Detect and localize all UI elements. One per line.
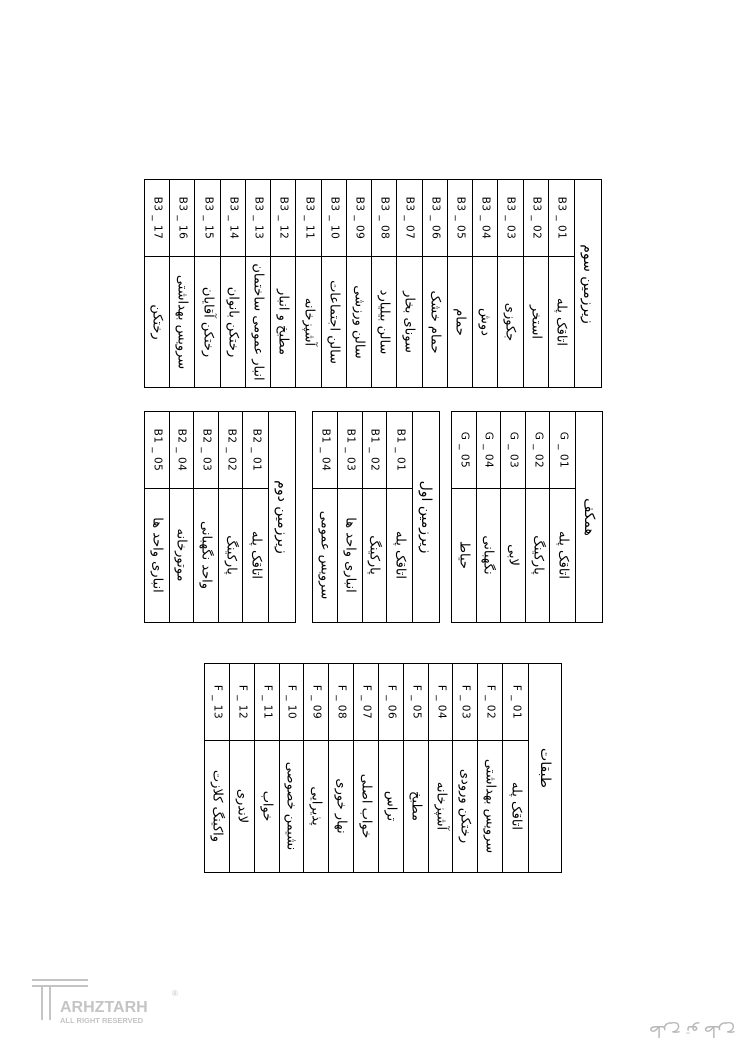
row-name-cell <box>145 256 169 387</box>
row-code-cell <box>271 180 295 256</box>
row-code-cell <box>280 664 304 740</box>
table-title-cell <box>528 664 561 872</box>
table-row <box>503 664 528 872</box>
row-name: خواب اصلی <box>358 773 374 839</box>
row-code-cell <box>195 180 219 256</box>
row-name: انباری واحد ها <box>149 517 165 593</box>
row-code: B3 _ 10 <box>328 196 340 240</box>
table-row <box>195 180 220 387</box>
tarhztarh-logo <box>28 976 178 1028</box>
row-code-cell <box>387 412 412 488</box>
table-basement-3 <box>144 179 602 388</box>
row-code-cell <box>477 412 501 488</box>
row-name-cell <box>379 740 403 872</box>
row-name-cell <box>230 740 254 872</box>
row-name: حیاط <box>456 541 472 569</box>
row-name-cell <box>170 488 194 622</box>
table-row <box>329 664 354 872</box>
row-code: B3 _ 15 <box>201 196 214 240</box>
table-row <box>387 412 412 622</box>
table-row <box>338 412 363 622</box>
row-name-cell <box>296 256 320 387</box>
row-code-cell <box>549 180 574 256</box>
table-row <box>194 412 219 622</box>
row-code: F _ 06 <box>385 684 398 720</box>
table-row <box>498 180 523 387</box>
table-row <box>363 412 388 622</box>
row-name: رختکن <box>149 303 165 340</box>
row-name: لابی <box>505 544 521 566</box>
row-name: واحد نگهبانی <box>198 520 214 590</box>
row-code: B3 _ 02 <box>529 196 542 240</box>
row-code-cell <box>338 412 362 488</box>
row-code-cell <box>423 180 447 256</box>
row-code-cell <box>230 664 254 740</box>
row-code: B3 _ 04 <box>479 196 492 240</box>
svg-text:®: ® <box>172 989 178 998</box>
row-code: B1 _ 05 <box>151 428 164 472</box>
row-name: اتاقک پله <box>392 530 408 580</box>
row-code: G _ 05 <box>458 431 471 469</box>
row-code-cell <box>501 412 525 488</box>
row-name: جکوزی <box>502 302 518 341</box>
row-name-cell <box>524 256 548 387</box>
row-name: رختکن آقایان <box>200 286 216 357</box>
row-code: B3 _ 08 <box>378 196 391 240</box>
row-code-cell <box>304 664 328 740</box>
row-name: سالن اجتماعات <box>326 279 342 364</box>
row-code: B3 _ 14 <box>227 196 240 240</box>
row-code: F _ 09 <box>310 684 323 720</box>
row-name-cell <box>195 256 219 387</box>
row-code-cell <box>404 664 428 740</box>
row-name-cell <box>503 740 528 872</box>
table-row <box>429 664 454 872</box>
row-name-cell <box>501 488 525 622</box>
row-name: سرویس عمومی <box>317 510 333 600</box>
row-name-cell <box>478 740 502 872</box>
table-title: زیرزمین دوم <box>274 480 290 554</box>
table-row <box>477 412 502 622</box>
row-name: آشپزخانه <box>433 781 449 831</box>
row-code-cell <box>503 664 528 740</box>
row-name-cell <box>473 256 497 387</box>
table-ground-floor <box>451 411 603 623</box>
table-row <box>526 412 551 622</box>
watermark: طرح تو طرح <box>649 1022 736 1041</box>
row-name: سرویس بهداشتی <box>482 758 498 854</box>
row-name: آشپزخانه <box>301 297 317 346</box>
row-name: اتاقک پله <box>555 530 571 580</box>
row-code: F _ 01 <box>509 684 522 720</box>
row-code: B3 _ 13 <box>252 196 265 240</box>
row-name-cell <box>448 256 472 387</box>
row-name-cell <box>205 740 229 872</box>
row-name: سالن بیلیارد <box>376 289 392 354</box>
row-name-cell <box>219 488 243 622</box>
row-name: پارکینگ <box>223 535 239 575</box>
row-name-cell <box>429 740 453 872</box>
row-code: B2 _ 02 <box>224 428 237 472</box>
row-name: پارکینگ <box>530 535 546 575</box>
row-code-cell <box>354 664 378 740</box>
row-name-cell <box>304 740 328 872</box>
row-code: B3 _ 11 <box>302 196 315 240</box>
table-row <box>448 180 473 387</box>
row-name: خواب <box>259 790 275 822</box>
table-row <box>501 412 526 622</box>
table-row <box>219 412 244 622</box>
row-code: F _ 10 <box>285 684 298 720</box>
row-name: پذیرایی <box>308 786 324 826</box>
row-code: B1 _ 04 <box>319 428 332 472</box>
row-name-cell <box>322 256 346 387</box>
row-code: F _ 02 <box>484 684 497 720</box>
row-name: نشیمن خصوصی <box>283 761 299 851</box>
row-name: اتاقک پله <box>508 781 524 831</box>
row-code-cell <box>170 180 194 256</box>
row-name-cell <box>354 740 378 872</box>
table-title: طبقات <box>537 748 553 788</box>
row-name-cell <box>452 488 476 622</box>
row-code-cell <box>498 180 522 256</box>
table-row <box>145 412 170 622</box>
row-code-cell <box>219 412 243 488</box>
row-name-cell <box>526 488 550 622</box>
row-code-cell <box>221 180 245 256</box>
row-code: B3 _ 12 <box>277 196 290 240</box>
row-code: B2 _ 04 <box>175 428 188 472</box>
row-code-cell <box>452 412 476 488</box>
row-code: B2 _ 01 <box>249 428 262 472</box>
table-row <box>243 412 268 622</box>
row-name-cell <box>372 256 396 387</box>
row-name-cell <box>363 488 387 622</box>
row-name-cell <box>280 740 304 872</box>
table-row <box>549 180 574 387</box>
row-code-cell <box>329 664 353 740</box>
row-name: حمام خشک <box>427 290 443 353</box>
row-code: F _ 07 <box>360 684 373 720</box>
row-code-cell <box>145 180 169 256</box>
row-name-cell <box>221 256 245 387</box>
table-title-cell <box>268 412 295 622</box>
row-name-cell <box>477 488 501 622</box>
row-name-cell <box>194 488 218 622</box>
row-name-cell <box>404 740 428 872</box>
row-code-cell <box>397 180 421 256</box>
row-name: استخر <box>528 304 544 339</box>
row-code: B3 _ 17 <box>151 196 164 240</box>
row-name-cell <box>329 740 353 872</box>
row-code-cell <box>322 180 346 256</box>
row-code: B2 _ 03 <box>200 428 213 472</box>
row-code-cell <box>363 412 387 488</box>
table-floors <box>204 663 562 873</box>
row-name-cell <box>338 488 362 622</box>
row-code-cell <box>526 412 550 488</box>
table-row <box>452 412 477 622</box>
row-name: اتاقک پله <box>553 297 569 346</box>
row-name-cell <box>550 488 575 622</box>
row-code: B3 _ 07 <box>403 196 416 240</box>
table-title-cell <box>575 412 602 622</box>
row-code: F _ 12 <box>236 684 249 720</box>
row-name: رختکن بانوان <box>225 286 241 357</box>
row-name-cell <box>387 488 412 622</box>
row-code: F _ 13 <box>211 684 224 720</box>
table-row <box>473 180 498 387</box>
row-name: پارکینگ <box>366 535 382 575</box>
table-title-cell <box>574 180 601 387</box>
row-name-cell <box>453 740 477 872</box>
row-name-cell <box>347 256 371 387</box>
table-row <box>280 664 305 872</box>
row-name-cell <box>170 256 194 387</box>
row-code-cell <box>372 180 396 256</box>
row-code: B3 _ 06 <box>428 196 441 240</box>
row-name: انباری واحد ها <box>342 517 358 593</box>
row-code: G _ 02 <box>531 431 544 469</box>
row-code-cell <box>473 180 497 256</box>
row-name: سالن ورزشی <box>351 284 367 359</box>
row-code-cell <box>194 412 218 488</box>
row-code-cell <box>429 664 453 740</box>
row-name: تراس <box>383 790 399 822</box>
table-row <box>397 180 422 387</box>
row-code: G _ 01 <box>556 431 569 469</box>
row-name: موتورخانه <box>173 528 189 582</box>
row-name: دوش <box>477 307 493 336</box>
row-name: مطبخ و انبار <box>275 288 291 355</box>
row-name: نگهبانی <box>480 535 496 575</box>
row-code: B3 _ 03 <box>504 196 517 240</box>
row-name: سونای بخار <box>401 290 417 353</box>
table-title: همکف <box>581 498 597 536</box>
table-row <box>313 412 338 622</box>
table-basement-1 <box>312 411 440 623</box>
row-code: F _ 04 <box>434 684 447 720</box>
table-row <box>322 180 347 387</box>
row-code: B1 _ 02 <box>368 428 381 472</box>
svg-text:ALL RIGHT RESERVED: ALL RIGHT RESERVED <box>60 1016 144 1025</box>
table-title: زیرزمین سوم <box>580 243 596 324</box>
row-code-cell <box>296 180 320 256</box>
row-code: F _ 11 <box>260 684 273 720</box>
row-code: B3 _ 05 <box>454 196 467 240</box>
row-name: حمام <box>452 307 468 336</box>
table-row <box>255 664 280 872</box>
row-code: B3 _ 16 <box>176 196 189 240</box>
row-name: اتاقک پله <box>248 530 264 580</box>
row-name: واکینگ کلازت <box>209 769 225 843</box>
row-name: رختکن ورودی <box>457 768 473 844</box>
row-code-cell <box>246 180 270 256</box>
table-row <box>453 664 478 872</box>
row-code-cell <box>453 664 477 740</box>
table-row <box>170 412 195 622</box>
table-row <box>246 180 271 387</box>
row-name-cell <box>255 740 279 872</box>
row-code-cell <box>550 412 575 488</box>
row-name: نهار خوری <box>333 778 349 834</box>
row-name-cell <box>549 256 574 387</box>
row-code: B3 _ 09 <box>353 196 366 240</box>
row-code-cell <box>448 180 472 256</box>
row-code-cell <box>255 664 279 740</box>
row-code: B1 _ 03 <box>343 428 356 472</box>
row-name: انبار عمومی ساختمان <box>250 262 266 381</box>
row-code-cell <box>243 412 268 488</box>
row-name-cell <box>397 256 421 387</box>
table-row <box>296 180 321 387</box>
table-title-cell <box>412 412 439 622</box>
row-name-cell <box>243 488 268 622</box>
table-row <box>379 664 404 872</box>
table-row <box>524 180 549 387</box>
row-name: مطبخ <box>408 791 424 821</box>
row-code-cell <box>379 664 403 740</box>
row-code-cell <box>347 180 371 256</box>
row-code-cell <box>170 412 194 488</box>
row-name: لاندری <box>234 788 250 824</box>
table-row <box>423 180 448 387</box>
table-row <box>170 180 195 387</box>
row-code: F _ 05 <box>409 684 422 720</box>
table-row <box>304 664 329 872</box>
table-basement-2 <box>144 411 296 623</box>
row-code-cell <box>524 180 548 256</box>
table-row <box>354 664 379 872</box>
row-name-cell <box>246 256 270 387</box>
row-code-cell <box>478 664 502 740</box>
row-name-cell <box>498 256 522 387</box>
row-code: F _ 03 <box>459 684 472 720</box>
table-row <box>404 664 429 872</box>
table-row <box>372 180 397 387</box>
row-name-cell <box>271 256 295 387</box>
row-code: G _ 04 <box>482 431 495 469</box>
table-row <box>271 180 296 387</box>
row-code: B1 _ 01 <box>393 428 406 472</box>
row-code-cell <box>205 664 229 740</box>
row-name-cell <box>313 488 337 622</box>
row-code: G _ 03 <box>507 431 520 469</box>
row-name-cell <box>423 256 447 387</box>
row-name: سرویس بهداشتی <box>174 274 190 369</box>
row-code-cell <box>145 412 169 488</box>
row-code: B3 _ 01 <box>555 196 568 240</box>
table-row <box>230 664 255 872</box>
table-row <box>221 180 246 387</box>
row-name-cell <box>145 488 169 622</box>
table-row <box>145 180 170 387</box>
row-code: F _ 08 <box>335 684 348 720</box>
svg-text:ARHZTARH: ARHZTARH <box>60 999 148 1016</box>
table-row <box>550 412 575 622</box>
table-title: زیرزمین اول <box>418 480 434 554</box>
table-row <box>478 664 503 872</box>
row-code-cell <box>313 412 337 488</box>
table-row <box>347 180 372 387</box>
table-row <box>205 664 230 872</box>
